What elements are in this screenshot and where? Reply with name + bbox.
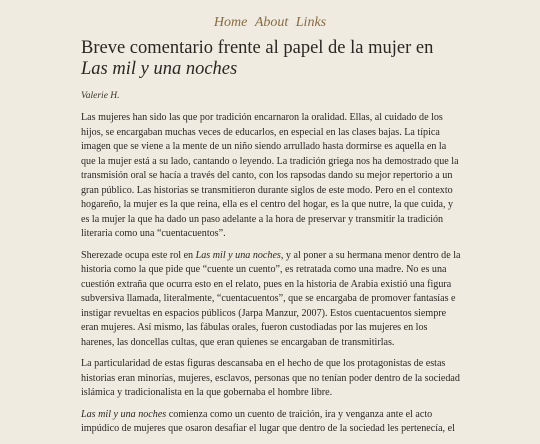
title-book-name: Las mil y una noches [81,59,238,79]
paragraph-3: La particularidad de estas figuras descansaba en el hecho de que los protagonistas de estas historias eran minorías, mujeres, esclavos, personas que no tenían poder dentro de la sociedad islámica y tradicionalista en la que gobernaba el hombre libre. [81,358,460,398]
nav-link-home[interactable]: Home [213,15,248,30]
nav-link-links[interactable]: Links [295,15,327,30]
nav-link-about[interactable]: About [254,15,289,30]
paragraph-4 [81,408,461,437]
paragraph-2-start: Sherezade ocupa este rol en [81,249,196,261]
paragraph-2-book-name: Las mil y una noches [195,249,281,261]
paragraph-1: Las mujeres han sido las que por tradición encarnaron la oralidad. Ellas, al cuidado de los hijos, se encargaban muchas veces de educarlos, en especial en las clases bajas. La típica imagen que se viene a la mente de un niño siendo arrullado hasta dormirse es aquella en la que la mujer está a su lado, cantando o leyendo. La tradición griega nos ha demostrado que la transmisión oral se hacía a través del canto, con los rapsodas dando su mejor repertorio a un gran público. Las historias se transmitieron durante siglos de este modo. Pero en el contexto hogareño, la mujer es la que reina, ella es el centro del hogar, es la que nutre, la que cuida, y es la mujer la que ha dado un paso adelante a la hora de preservar y transmitir la tradición literaria como una “cuentacuentos”. [81,112,459,239]
paragraph-2 [81,249,461,351]
article-title [81,38,461,80]
paragraph-2-rest: , y al poner a su hermana menor dentro de la historia como la que pide que “cuente un cuento”, es retratada como una madre. No es una cuestión extraña que ocurra esto en el relato, pues en la historia de Arabia existió una figura subversiva llamada, literalmente, “cuentacuentos”, que se encargaba de promover fantasías e instigar revueltas en espacios públicos (Jarpa Manzur, 2007). Estos cuentacuentos siempre eran mujeres. Así mismo, las fábulas orales, fueron custodiadas por las mujeres en los harenes, las doncellas cultas, que eran quienes se encargaban de transmitirlas. [81,249,461,348]
paragraph-4-rest: comienza como un cuento de traición, ira y venganza ante el acto impúdico de mujeres que osaron desafiar el lugar que dentro de la sociedad les pertenecía, el [81,408,455,434]
title-text: Breve comentario frente al papel de la mujer en [81,38,434,58]
paragraph-4-book-name: Las mil y una noches [81,408,167,420]
top-nav [0,13,540,33]
article-author: Valerie H. [81,91,120,101]
article [81,38,461,444]
